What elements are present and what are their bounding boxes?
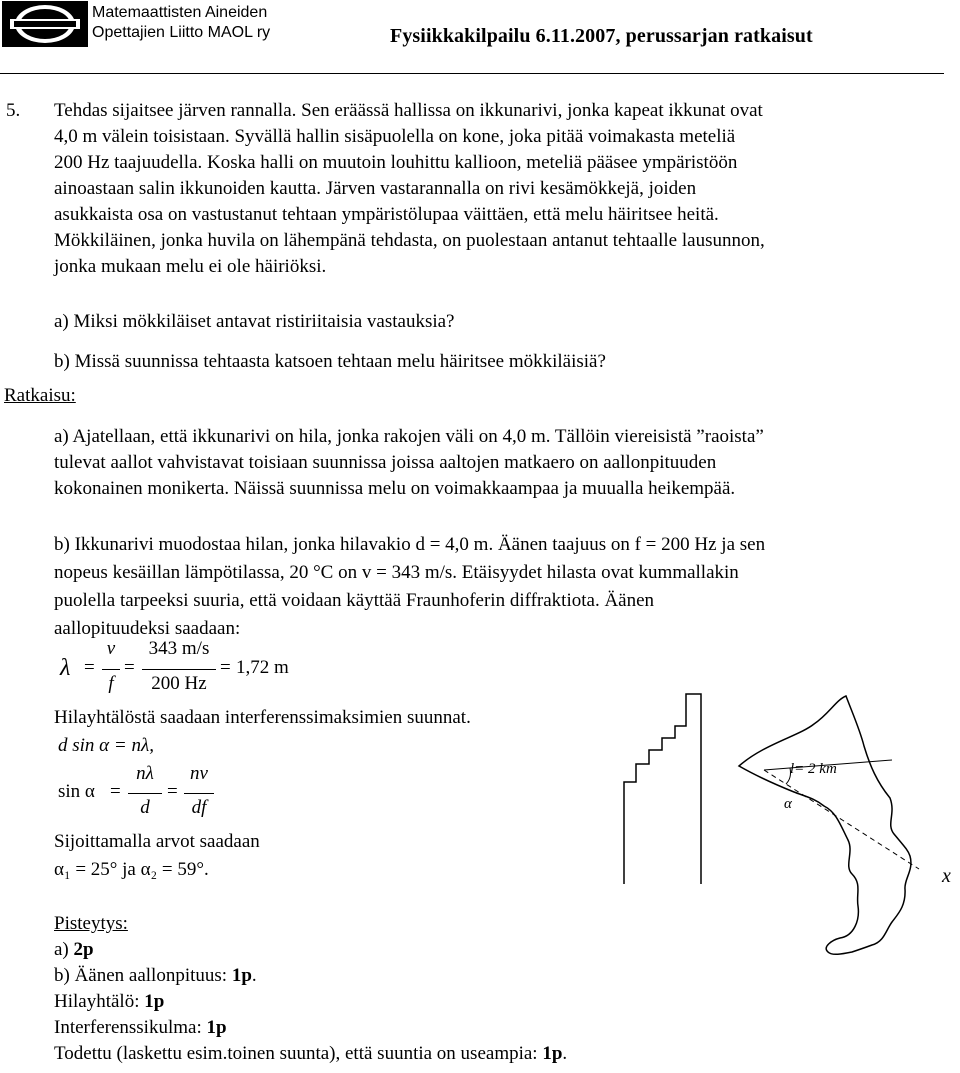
grading-suffix: . <box>562 1043 568 1064</box>
grading-item <box>54 1015 567 1041</box>
fraction-line <box>142 669 216 670</box>
grading-points: 1p <box>144 991 165 1012</box>
lambda-denominator-value: 200 Hz <box>151 673 207 694</box>
equals-sign: = <box>167 781 178 802</box>
sine-lhs: sin α <box>58 781 95 802</box>
grading-item <box>54 937 567 963</box>
problem-line: Mökkiläinen, jonka huvila on lähempänä tehdasta, on puolestaan antanut tehtaalle lausunnon, <box>54 230 765 251</box>
maol-logo-icon <box>2 1 88 52</box>
grading-item: b) Äänen aallonpituus: 1p. <box>54 965 257 986</box>
lambda-symbol: λ <box>60 655 71 681</box>
grading-item <box>54 1041 567 1067</box>
document-title: Fysiikkakilpailu 6.11.2007, perussarjan ratkaisut <box>390 25 813 47</box>
problem-line: ainoastaan salin ikkunoiden kautta. Järven vastarannalla on rivi kesämökkejä, joiden <box>54 178 697 199</box>
equals-sign: = <box>220 657 231 678</box>
problem-text <box>54 98 765 280</box>
problem-line: jonka mukaan melu ei ole häiriöksi. <box>54 256 327 277</box>
factory-outline <box>624 694 701 884</box>
solution-a-line: a) Ajatellaan, että ikkunarivi on hila, jonka rakojen väli on 4,0 m. Tällöin viereisistä ”raoista” <box>54 426 764 447</box>
lambda-denominator-f: f <box>108 673 114 694</box>
grading-item-text: b) Äänen aallonpituus: <box>54 965 232 986</box>
sine-denominator-1: d <box>140 797 150 818</box>
grading-label <box>54 911 567 937</box>
solution-label-text: Ratkaisu: <box>4 385 76 406</box>
equals-sign: = <box>84 657 95 678</box>
org-line-2: Opettajien Liitto MAOL ry <box>92 24 271 41</box>
distance-label: l= 2 km <box>790 761 837 777</box>
equals-sign: = <box>110 781 121 802</box>
grading-item-text: Todettu (laskettu esim.toinen suunta), että suuntia on useampia: <box>54 1043 543 1064</box>
problem-line: asukkaista osa on vastustanut tehtaan ympäristölupaa väittäen, että melu häiritsee heitä. <box>54 204 719 225</box>
question-b: b) Missä suunnissa tehtaasta katsoen tehtaan melu häiritsee mökkiläisiä? <box>54 351 606 372</box>
solution-b-line: nopeus kesäillan lämpötilassa, 20 °C on v = 343 m/s. Etäisyydet hilasta ovat kummallakin <box>54 562 739 583</box>
lambda-numerator-v: v <box>106 638 116 659</box>
equals-sign: = <box>124 657 135 678</box>
grading-item-text: a) <box>54 939 74 960</box>
grading-item-text: Hilayhtälö: <box>54 991 145 1012</box>
problem-line: Tehdas sijaitsee järven rannalla. Sen eräässä hallissa on ikkunarivi, jonka kapeat ikkunat ovat <box>54 100 763 121</box>
sine-numerator-1: nλ <box>136 763 154 784</box>
header-divider <box>0 73 944 74</box>
solution-label <box>4 383 76 409</box>
fraction-line <box>184 793 214 794</box>
lambda-numerator-value: 343 m/s <box>148 638 210 659</box>
grading-section <box>54 911 567 1067</box>
org-line-1: Matemaattisten Aineiden <box>92 4 268 21</box>
solution-b <box>54 531 765 643</box>
organization-name <box>92 3 270 43</box>
lake-shoreline <box>739 696 911 954</box>
sine-denominator-2: df <box>191 797 207 818</box>
solution-b-line: puolella tarpeeksi suuria, että voidaan käyttää Fraunhoferin diffraktiota. Äänen <box>54 590 655 611</box>
substitute-text: Sijoittamalla arvot saadaan <box>54 831 260 852</box>
axis-label: x <box>942 865 951 887</box>
grading-item-text: Interferenssikulma: <box>54 1017 207 1038</box>
angle-results: α₁ = 25° ja α₂ = 59°. <box>54 859 209 880</box>
problem-line: 200 Hz taajuudella. Koska halli on muutoin louhittu kallioon, meteliä pääsee ympäristöön <box>54 152 738 173</box>
fraction-line <box>128 793 162 794</box>
grading-points: 1p <box>231 965 252 986</box>
grating-equation: d sin α = nλ, <box>58 735 154 756</box>
solution-a-line: tulevat aallot vahvistavat toisiaan suunnissa joissa aaltojen matkaero on aallonpituuden <box>54 452 717 473</box>
sine-numerator-2: nv <box>190 763 208 784</box>
direction-line <box>764 770 919 869</box>
lambda-result: 1,72 m <box>236 657 289 678</box>
grading-label-text: Pisteytys: <box>54 913 128 934</box>
grading-points: 2p <box>73 939 94 960</box>
solution-a-line: kokonainen monikerta. Näissä suunnissa melu on voimakkaampaa ja muualla heikempää. <box>54 478 736 499</box>
angle-label: α <box>784 796 792 812</box>
grading-points: 1p <box>206 1017 227 1038</box>
grading-item <box>54 989 567 1015</box>
problem-line: 4,0 m välein toisistaan. Syvällä hallin sisäpuolella on kone, joka pitää voimakasta meteliä <box>54 126 736 147</box>
max-condition-text: Hilayhtälöstä saadaan interferenssimaksimien suunnat. <box>54 707 471 728</box>
solution-b-line: b) Ikkunarivi muodostaa hilan, jonka hilavakio d = 4,0 m. Äänen taajuus on f = 200 Hz ja sen <box>54 534 766 555</box>
solution-b-line: aallopituudeksi saadaan: <box>54 618 241 639</box>
grading-points: 1p <box>542 1043 563 1064</box>
fraction-line <box>102 669 120 670</box>
question-a: a) Miksi mökkiläiset antavat ristiriitaisia vastauksia? <box>54 311 455 332</box>
solution-a <box>54 424 764 502</box>
factory-lake-diagram <box>614 674 960 999</box>
problem-number: 5. <box>6 100 21 121</box>
